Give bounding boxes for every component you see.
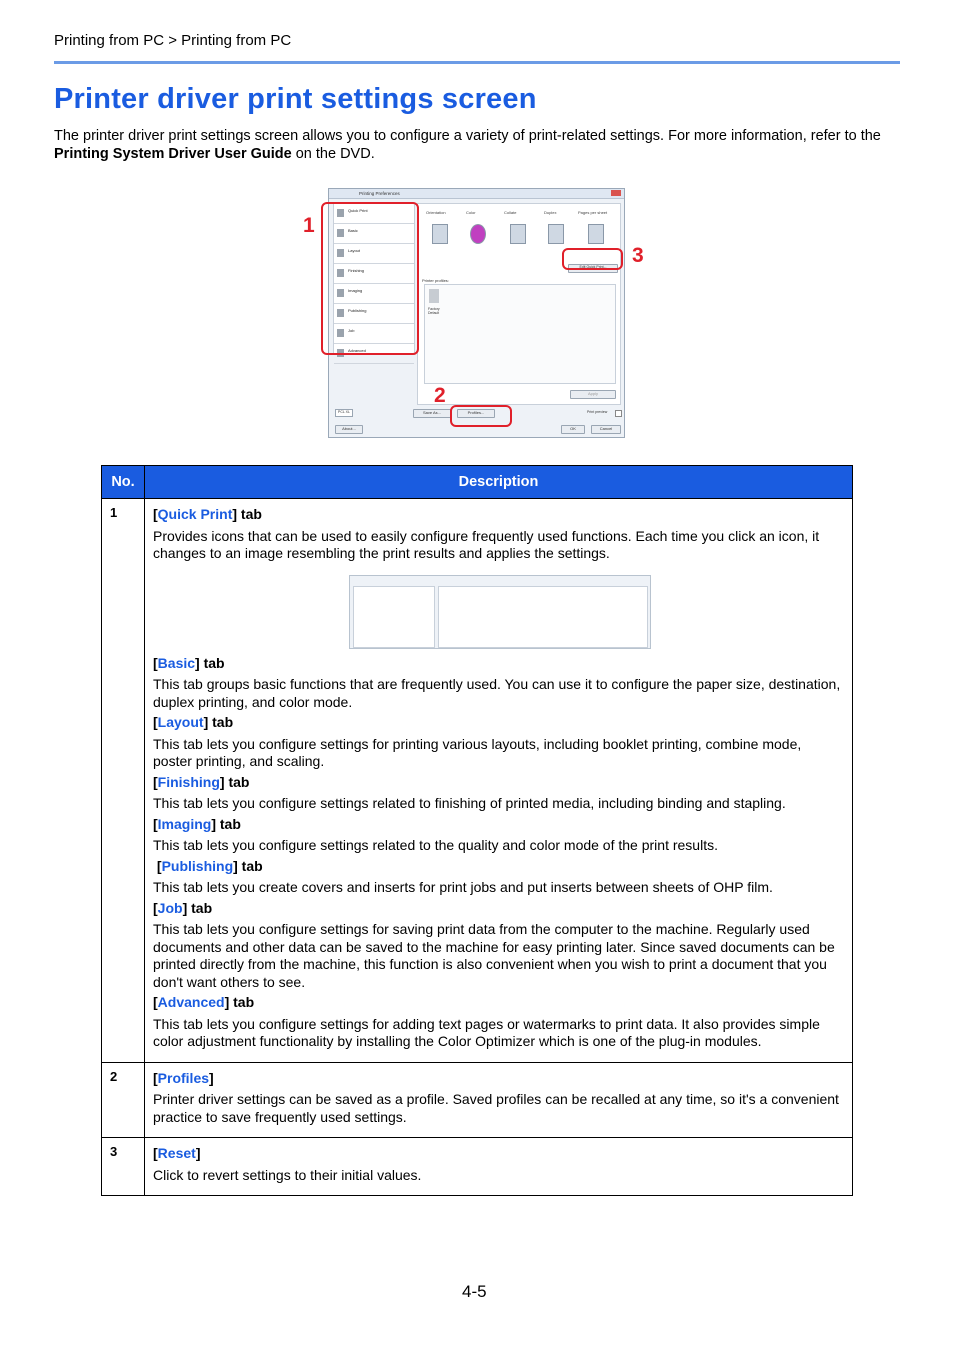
heading-suffix: ] (195, 1145, 201, 1161)
section-heading: [Finishing] tab (153, 773, 250, 790)
section-text: Printer driver settings can be saved as a profile. Saved profiles can be recalled at any time, so it's a convenient practice to save frequently used settings. (153, 1091, 839, 1125)
tab-label: Basic (348, 228, 358, 233)
section-heading: [Job] tab (153, 899, 213, 916)
row-number: 2 (102, 1062, 145, 1138)
table-row (102, 1062, 853, 1138)
tab-label: Job (348, 328, 355, 333)
quick-print-thumbnail (349, 575, 651, 649)
orientation-icon[interactable] (432, 224, 448, 244)
section-text: This tab lets you configure settings related to the quality and color mode of the print results. (153, 837, 718, 853)
section-heading: [Profiles] (153, 1069, 214, 1086)
cancel-button[interactable]: Cancel (591, 425, 621, 434)
page-number: 4-5 (462, 1282, 487, 1301)
settings-pane (417, 203, 621, 405)
heading-suffix: ] tab (182, 899, 213, 916)
save-as-button[interactable]: Save As... (413, 409, 451, 418)
about-button[interactable]: About... (335, 425, 363, 434)
close-icon (611, 190, 621, 196)
header-divider (54, 61, 900, 64)
heading-suffix: ] tab (219, 773, 250, 790)
row-description (145, 499, 853, 1063)
table-header-row (102, 466, 853, 499)
collate-icon[interactable] (510, 224, 526, 244)
intro-text-1: The printer driver print settings screen allows you to configure a variety of print-related settings. For more information, refer to the (54, 128, 881, 144)
quick-print-link[interactable]: Quick Print (157, 506, 233, 522)
edit-quick-print-button[interactable]: Edit Quick Print... (568, 264, 618, 273)
table-row (102, 499, 853, 1063)
section-heading: [Publishing] tab (153, 857, 263, 874)
column-color: Color (466, 210, 476, 215)
row-description (145, 1138, 853, 1196)
print-preview-checkbox[interactable] (615, 410, 622, 417)
tab-label: Imaging (348, 288, 363, 293)
thumbnail-settings-pane (438, 586, 648, 648)
tab-label: Quick Print (348, 208, 368, 213)
intro-paragraph (54, 127, 904, 163)
pdl-selector[interactable]: PCL XL (335, 409, 353, 417)
section-text: This tab lets you configure settings for adding text pages or watermarks to print data. It also provides simple color adjustment functionality by installing the Color Optimizer which is one of the plug-in modules. (153, 1015, 820, 1049)
profiles-panel (424, 284, 616, 384)
section-heading: [Advanced] tab (153, 994, 255, 1010)
heading-suffix: ] tab (232, 506, 262, 522)
page-title: Printer driver print settings screen (54, 83, 537, 115)
section-heading: [Basic] tab (153, 654, 225, 671)
column-pages-per-sheet: Pages per sheet (578, 210, 608, 215)
heading-suffix: ] tab (203, 714, 234, 730)
profiles-label: Printer profiles: (422, 278, 449, 283)
layout-link[interactable]: Layout (157, 714, 204, 730)
header-description: Description (145, 466, 853, 499)
profile-icon[interactable] (429, 289, 439, 303)
imaging-link[interactable]: Imaging (157, 815, 212, 832)
section-text: This tab lets you configure settings for saving print data from the computer to the machine. Regularly used documents and other data can be saved to the machine for easy printing later. Since saved documents can be printed directly from the machine, this function is also convenient when you wish to print a document that you don't want others to see. (153, 921, 835, 990)
tab-label: Layout (348, 248, 361, 253)
callout-3-outline (562, 248, 623, 270)
intro-text-2: on the DVD. (291, 146, 375, 162)
heading-suffix: ] tab (211, 815, 241, 832)
window-title: Printing Preferences (359, 191, 400, 196)
tab-label: Advanced (348, 348, 366, 353)
heading-suffix: ] tab (233, 857, 263, 874)
section-text: This tab lets you create covers and inserts for print jobs and put inserts between sheets of OHP film. (153, 879, 773, 895)
callout-1-outline (321, 202, 419, 355)
callout-2-number: 2 (434, 384, 446, 407)
tab-label: Publishing (348, 308, 367, 313)
row-number: 3 (102, 1138, 145, 1196)
section-text: This tab lets you configure settings related to finishing of printed media, including binding and stapling. (153, 795, 786, 811)
row-number: 1 (102, 499, 145, 1063)
column-duplex: Duplex (544, 210, 557, 215)
intro-guide-name: Printing System Driver User Guide (54, 146, 292, 162)
column-collate: Collate (504, 210, 517, 215)
section-text: Provides icons that can be used to easily configure frequently used functions. Each time you click an icon, it changes to an image resembling the print results and applies the settings. (153, 527, 820, 561)
section-text: Click to revert settings to their initial values. (153, 1166, 422, 1183)
profile-factory-default[interactable]: Factory Default (428, 307, 440, 315)
heading-suffix: ] tab (195, 654, 225, 671)
pages-per-sheet-icon[interactable] (588, 224, 604, 244)
heading-suffix: ] (209, 1069, 214, 1086)
duplex-icon[interactable] (548, 224, 564, 244)
row-description (145, 1062, 853, 1138)
heading-suffix: ] tab (224, 994, 255, 1010)
section-heading: [Imaging] tab (153, 815, 241, 832)
finishing-link[interactable]: Finishing (157, 773, 220, 790)
ok-button[interactable]: OK (561, 425, 585, 434)
section-text: This tab lets you configure settings for printing various layouts, including booklet printing, combine mode, poster printing, and scaling. (153, 735, 802, 769)
profiles-link[interactable]: Profiles (157, 1069, 210, 1086)
section-heading: [Layout] tab (153, 714, 234, 730)
section-heading: [Reset] (153, 1145, 201, 1161)
section-heading: [Quick Print] tab (153, 506, 262, 522)
callout-2-outline (450, 405, 512, 427)
header-no: No. (102, 466, 145, 499)
apply-button[interactable]: Apply (570, 390, 616, 399)
column-orientation: Orientation (426, 210, 446, 215)
callout-3-number: 3 (632, 244, 644, 267)
print-preview-label: Print preview (587, 410, 608, 414)
window-titlebar (329, 189, 624, 199)
thumbnail-tab-list (353, 586, 435, 648)
publishing-link[interactable]: Publishing (161, 857, 234, 874)
section-text: This tab groups basic functions that are frequently used. You can use it to configure the paper size, destination, duplex printing, and color mode. (153, 676, 841, 710)
advanced-link[interactable]: Advanced (157, 994, 225, 1010)
color-icon[interactable] (470, 224, 486, 244)
breadcrumb: Printing from PC > Printing from PC (54, 32, 292, 49)
job-link[interactable]: Job (157, 899, 183, 916)
tab-label: Finishing (348, 268, 365, 273)
table-row (102, 1138, 853, 1196)
description-table (101, 465, 853, 1196)
callout-1-number: 1 (303, 214, 315, 237)
reset-link[interactable]: Reset (157, 1145, 196, 1161)
basic-link[interactable]: Basic (157, 654, 196, 671)
profiles-button[interactable]: Profiles... (457, 409, 495, 418)
